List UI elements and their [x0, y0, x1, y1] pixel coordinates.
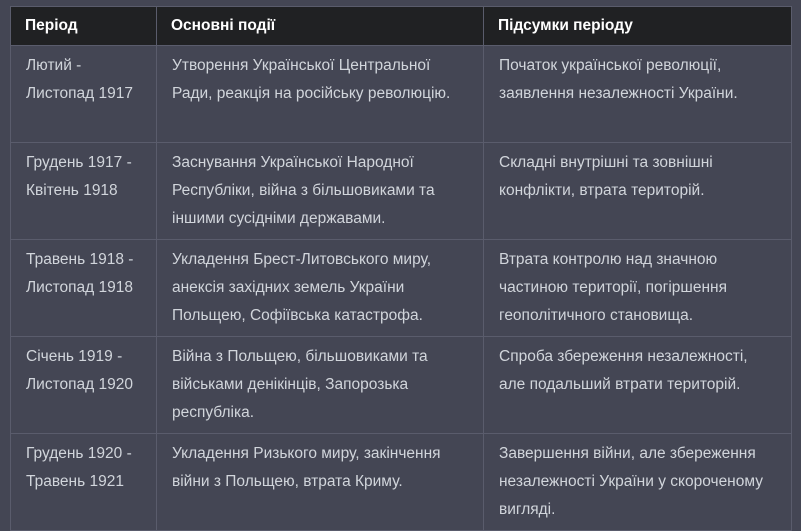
cell-period: Лютий - Листопад 1917: [11, 46, 157, 143]
table-header-row: [11, 7, 792, 46]
table-row: [11, 240, 792, 337]
cell-events: Укладення Ризького миру, закінчення війни з Польщею, втрата Криму.: [157, 434, 484, 531]
cell-period: Грудень 1920 - Травень 1921: [11, 434, 157, 531]
cell-results: Спроба збереження незалежності, але подальший втрати територій.: [484, 337, 792, 434]
cell-results: Втрата контролю над значною частиною території, погіршення геополітичного становища.: [484, 240, 792, 337]
table-row: [11, 434, 792, 531]
cell-period: Травень 1918 - Листопад 1918: [11, 240, 157, 337]
cell-period: Січень 1919 - Листопад 1920: [11, 337, 157, 434]
cell-events: Війна з Польщею, більшовиками та військами денікінців, Запорозька республіка.: [157, 337, 484, 434]
cell-period: Грудень 1917 - Квітень 1918: [11, 143, 157, 240]
cell-events: Укладення Брест-Литовського миру, анексія західних земель України Польщею, Софіївська катастрофа.: [157, 240, 484, 337]
header-events: Основні події: [157, 7, 484, 46]
table-row: [11, 143, 792, 240]
cell-results: Завершення війни, але збереження незалежності України у скороченому вигляді.: [484, 434, 792, 531]
history-table-container: [10, 6, 791, 531]
cell-results: Складні внутрішні та зовнішні конфлікти, втрата територій.: [484, 143, 792, 240]
history-table: [10, 6, 792, 531]
cell-events: Заснування Української Народної Республіки, війна з більшовиками та іншими сусідніми державами.: [157, 143, 484, 240]
header-results: Підсумки періоду: [484, 7, 792, 46]
header-period: Період: [11, 7, 157, 46]
table-row: [11, 337, 792, 434]
cell-events: Утворення Української Центральної Ради, реакція на російську революцію.: [157, 46, 484, 143]
table-row: [11, 46, 792, 143]
cell-results: Початок української революції, заявлення незалежності України.: [484, 46, 792, 143]
